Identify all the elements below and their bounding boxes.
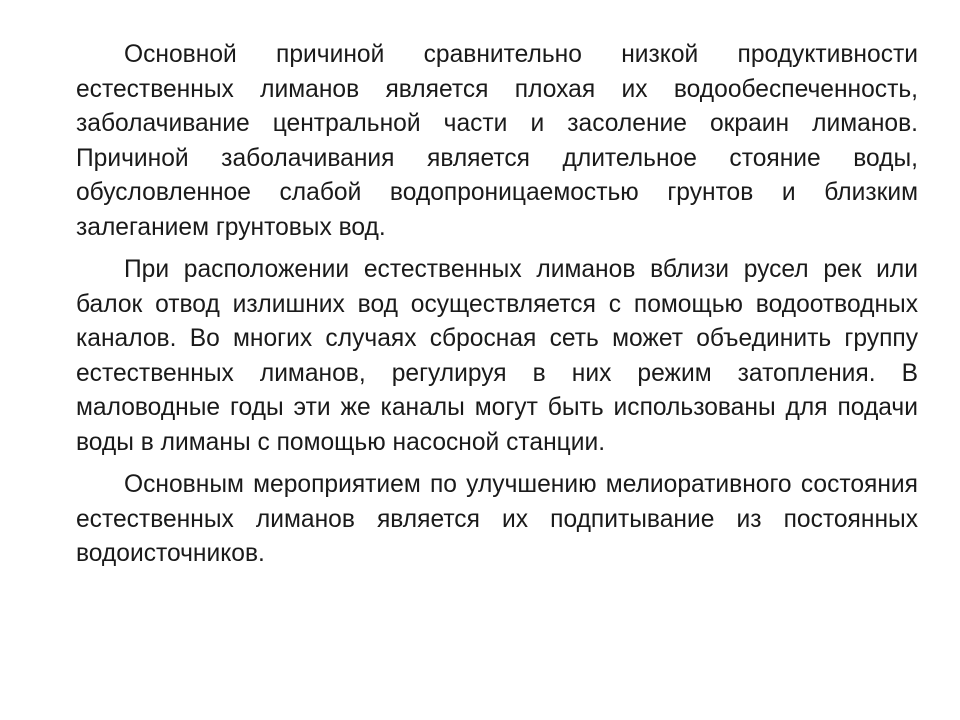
body-text (76, 38, 918, 572)
paragraph-drainage-canals: При расположении естественных лиманов вблизи русел рек или балок отвод излишних вод осуществляется с помощью водоотводных каналов. Во многих случаях сбросная сеть может объединить группу естественных лиманов, регулируя в них режим затопления. В маловодные годы эти же каналы могут быть использованы для подачи воды в лиманы с помощью насосной станции. (76, 256, 918, 456)
paragraph-improvement-measure: Основным мероприятием по улучшению мелиоративного состояния естественных лиманов является их подпитывание из постоянных водоисточников. (76, 471, 918, 567)
paragraph-productivity-causes: Основной причиной сравнительно низкой продуктивности естественных лиманов является плохая их водообеспеченность, заболачивание центральной части и засоление окраин лиманов. Причиной заболачивания является длительное стояние воды, обусловленное слабой водопроницаемостью грунтов и близким залеганием грунтовых вод. (76, 41, 918, 241)
